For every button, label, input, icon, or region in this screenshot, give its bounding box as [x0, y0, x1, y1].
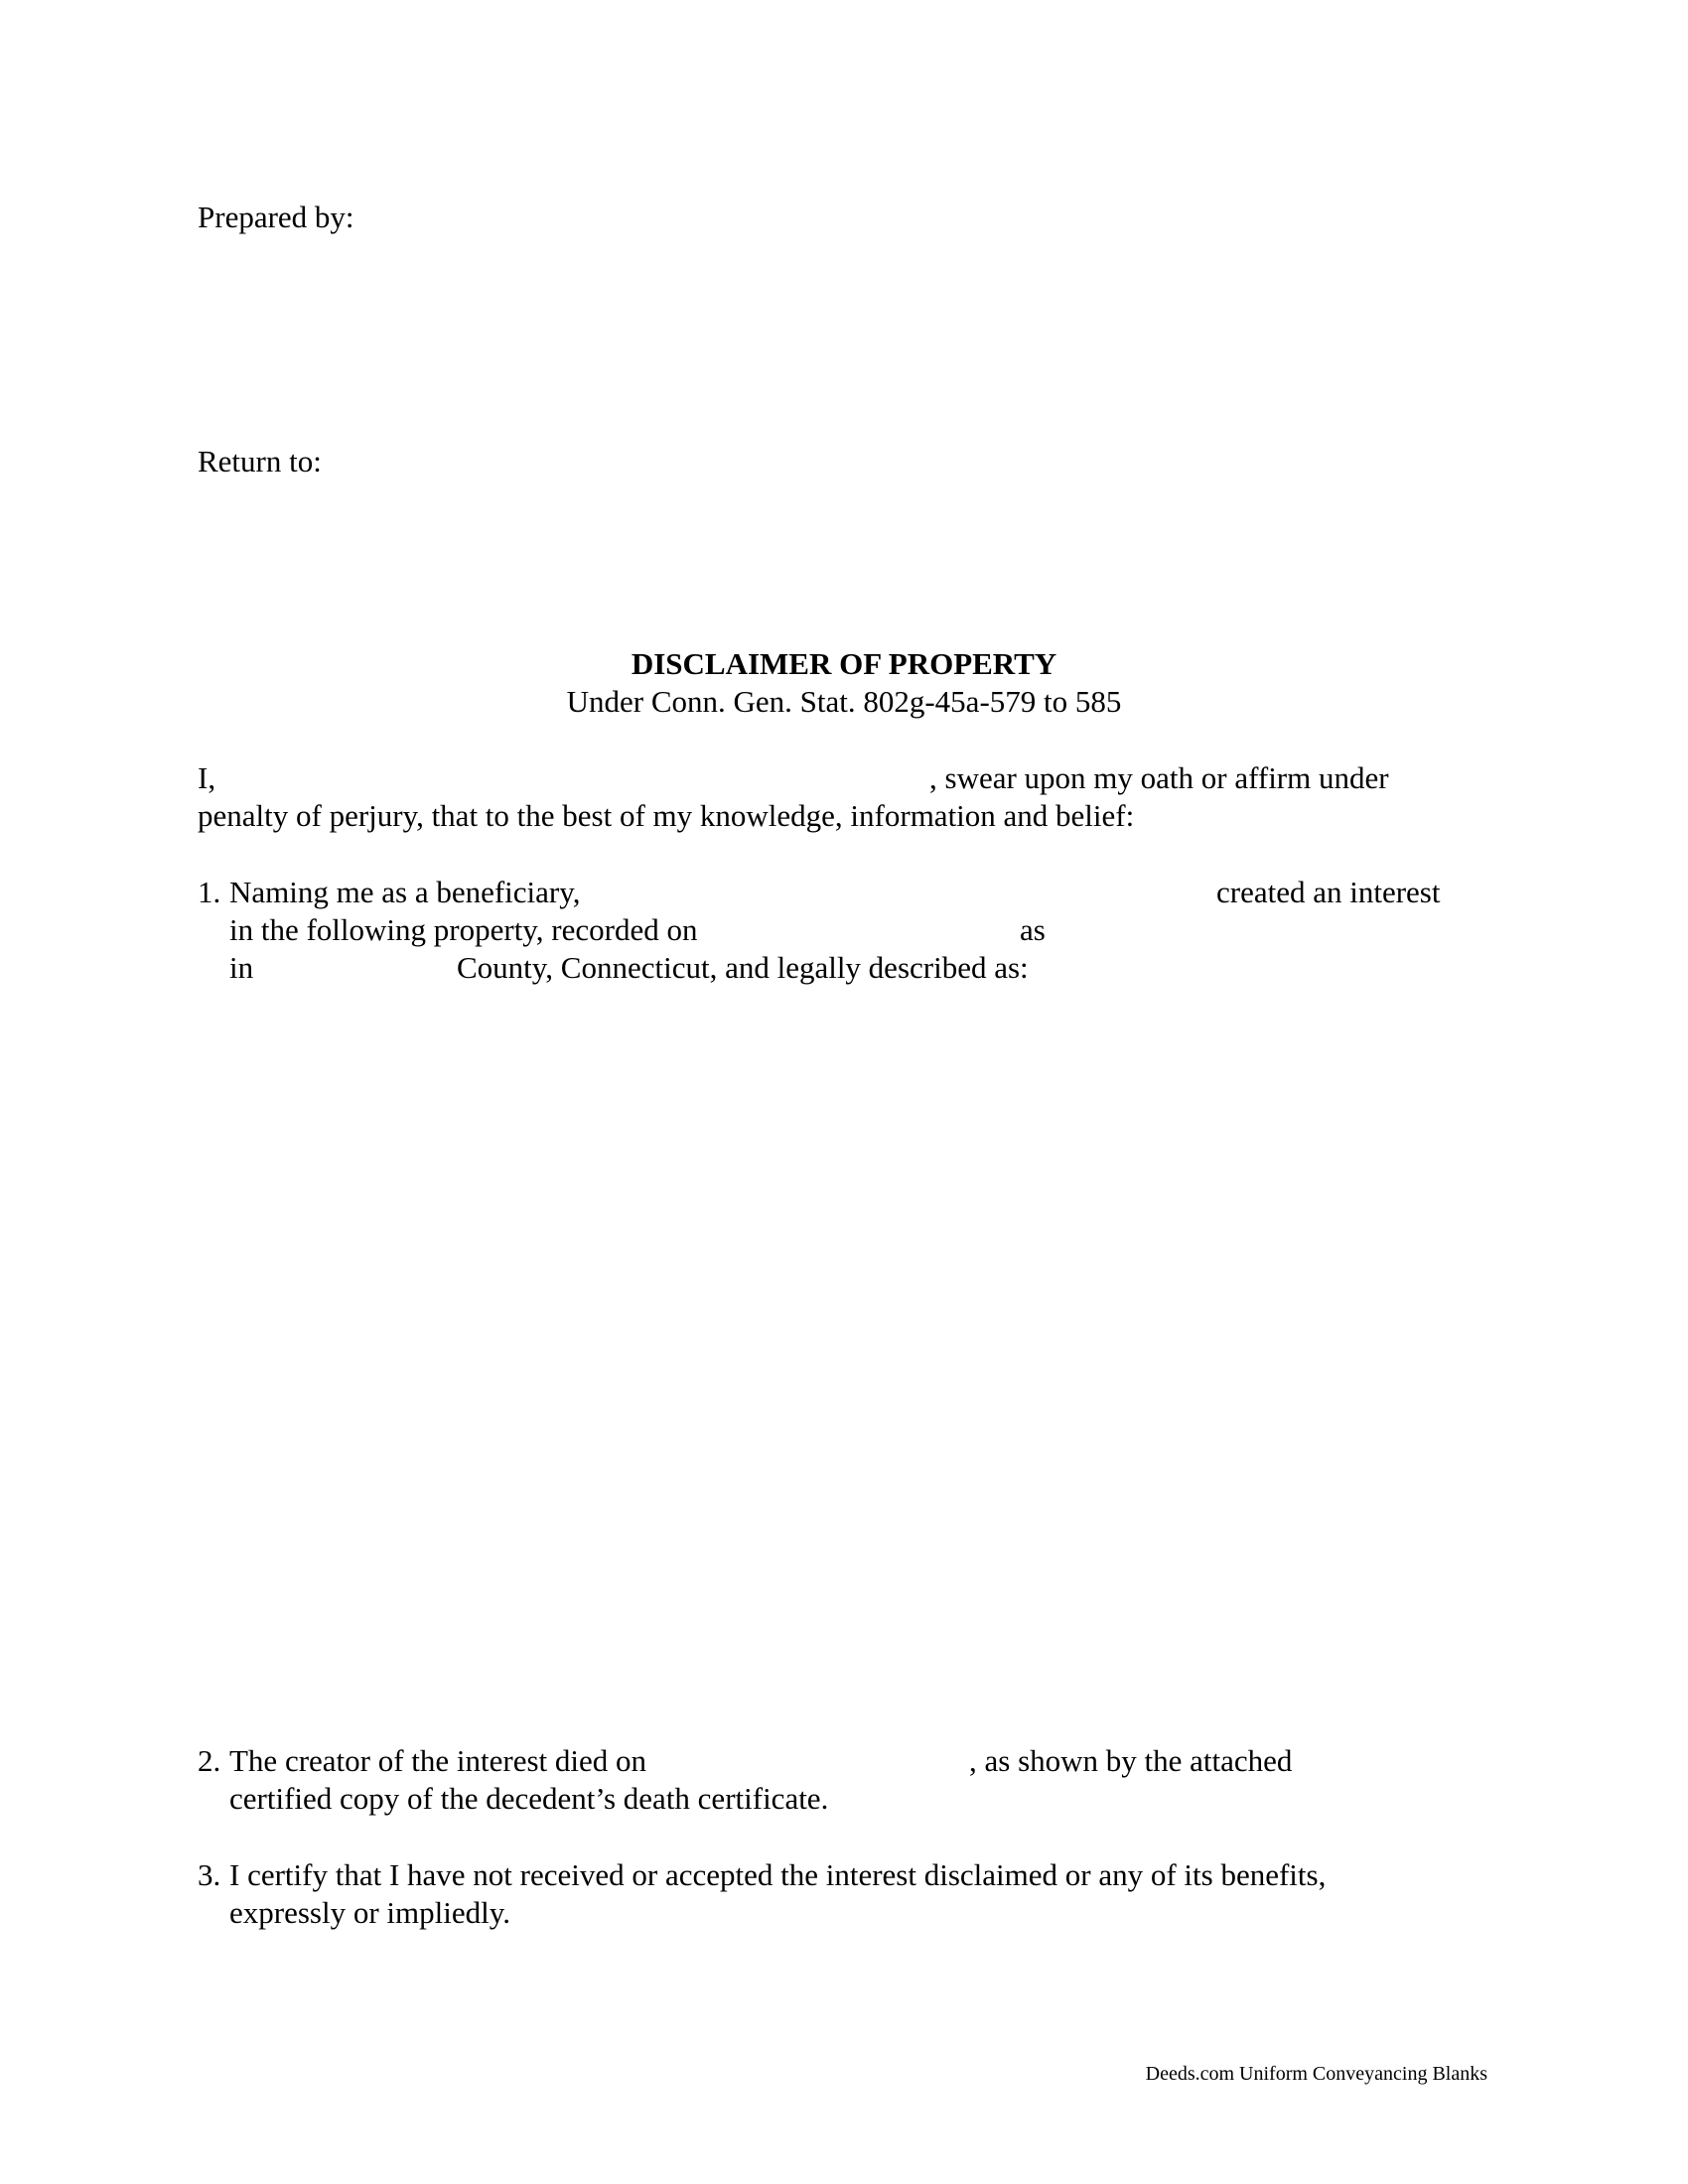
item-1-created-interest: created an interest	[1216, 875, 1441, 909]
item-1-beneficiary: Naming me as a beneficiary,	[229, 875, 581, 909]
intro-swear: , swear upon my oath or affirm under	[929, 760, 1389, 795]
item-1-recorded-on: in the following property, recorded on	[229, 912, 698, 947]
prepared-by-label: Prepared by:	[198, 200, 354, 234]
item-2-attached: , as shown by the attached	[969, 1743, 1293, 1778]
item-1-as: as	[1020, 912, 1046, 947]
item-3-number: 3.	[198, 1857, 221, 1892]
item-1-number: 1.	[198, 875, 221, 909]
item-2-certificate: certified copy of the decedent’s death certificate.	[229, 1781, 829, 1816]
item-1-county: County, Connecticut, and legally described as:	[457, 950, 1029, 985]
item-2-died-on: The creator of the interest died on	[229, 1743, 647, 1778]
return-to-label: Return to:	[198, 444, 322, 478]
item-1-in: in	[229, 950, 254, 985]
item-3-certify: I certify that I have not received or accepted the interest disclaimed or any of its benefits,	[229, 1857, 1327, 1892]
item-2-number: 2.	[198, 1743, 221, 1778]
document-subtitle: Under Conn. Gen. Stat. 802g-45a-579 to 585	[566, 684, 1122, 719]
item-3-impliedly: expressly or impliedly.	[229, 1895, 510, 1930]
document-title: DISCLAIMER OF PROPERTY	[631, 646, 1057, 681]
intro-i: I,	[198, 760, 216, 795]
footer-text: Deeds.com Uniform Conveyancing Blanks	[1145, 2063, 1487, 2085]
intro-line-2: penalty of perjury, that to the best of my knowledge, information and belief:	[198, 798, 1135, 833]
